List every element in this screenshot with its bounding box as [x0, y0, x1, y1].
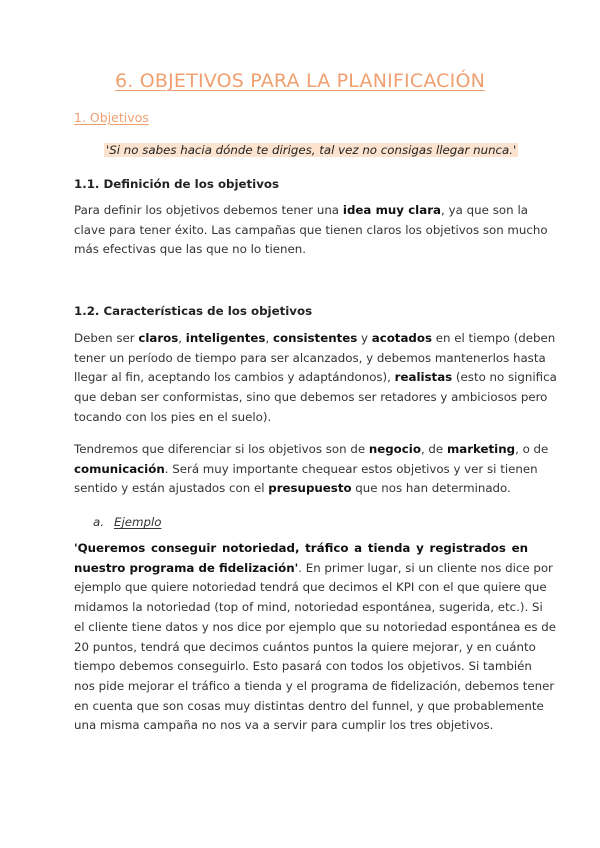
text-line: clave para tener éxito. Las campañas que tienen claros los objetivos son mucho: [74, 222, 548, 237]
text-line: ejemplo que quiere notoriedad tendrá que decimos el KPI con el que quiere que: [74, 580, 547, 595]
example-label: Ejemplo: [113, 515, 162, 529]
text-line: 20 puntos, tendrá que decimos cuántos puntos la quiere mejorar, y en cuánto: [74, 639, 536, 654]
chapter-title: 6. OBJETIVOS PARA LA PLANIFICACIÓN: [114, 70, 486, 92]
text-line: nuestro programa de fidelización'. En primer lugar, si un cliente nos dice por: [74, 560, 553, 575]
section-title: 1. Objetivos: [74, 110, 149, 125]
text-line: [74, 539, 528, 559]
bold-text: 'Queremos conseguir notoriedad, tráfico a tienda y registrados en: [74, 541, 528, 555]
bold-text: acotados: [371, 331, 432, 345]
text-line: tocando con los pies en el suelo).: [74, 409, 272, 424]
bold-text: inteligentes: [185, 331, 266, 345]
text-line: una misma campaña no nos va a servir para cumplir los tres objetivos.: [74, 718, 494, 733]
example-marker: a.: [93, 515, 104, 529]
text-line: Deben ser claros, inteligentes, consistentes y acotados en el tiempo (deben: [74, 331, 556, 345]
text-line: tiempo debemos conseguirlo. Esto pasará con todos los objetivos. Si también: [74, 659, 532, 674]
text-line: en cuenta que son cosas muy distintas dentro del funnel, y que probablemente: [74, 698, 544, 713]
bold-text: consistentes: [272, 331, 358, 345]
bold-text: presupuesto: [268, 481, 352, 496]
bold-text: marketing: [446, 442, 516, 456]
text-line: nos pide mejorar el tráfico a tienda y el programa de fidelización, debemos tener: [74, 678, 555, 693]
bold-text: idea muy clara: [342, 203, 441, 217]
bold-text: comunicación: [74, 461, 165, 476]
text-line: el cliente tiene datos y nos dice por ejemplo que su notoriedad espontánea es de: [74, 619, 556, 634]
definition-paragraph: [74, 201, 548, 260]
characteristics-paragraph: [74, 329, 557, 428]
highlighted-quote: 'Si no sabes hacia dónde te diriges, tal vez no consigas llegar nunca.': [106, 143, 517, 157]
bold-text: realistas: [394, 370, 453, 385]
bold-text: claros: [138, 331, 179, 345]
definition-heading: 1.1. Definición de los objetivos: [74, 177, 280, 191]
bold-text: nuestro programa de fidelización': [74, 560, 299, 575]
example-heading: [93, 515, 161, 529]
example-paragraph: [74, 539, 556, 736]
text-line: Para definir los objetivos debemos tener una idea muy clara, ya que son la: [74, 203, 528, 217]
text-line: sentido y están ajustados con el presupuesto que nos han determinado.: [74, 481, 511, 496]
text-line: llegar al fin, aceptando los cambios y adaptándonos), realistas (esto no significa: [74, 370, 557, 385]
text-line: Tendremos que diferenciar si los objetivos son de negocio, de marketing, o de: [74, 442, 549, 456]
text-line: midamos la notoriedad (top of mind, notoriedad espontánea, sugerida, etc.). Si: [74, 600, 543, 615]
characteristics-heading: 1.2. Características de los objetivos: [74, 304, 313, 318]
text-line: más efectivas que las que no lo tienen.: [74, 242, 306, 257]
text-line: comunicación. Será muy importante chequear estos objetivos y ver si tienen: [74, 461, 538, 476]
objective-types-paragraph: [74, 440, 549, 499]
text-line: tener un período de tiempo para ser alcanzados, y debemos mantenerlos hasta: [74, 350, 546, 365]
bold-text: negocio: [368, 442, 421, 456]
text-line: que deban ser conformistas, sino que debemos ser retadores y ambiciosos pero: [74, 390, 548, 405]
